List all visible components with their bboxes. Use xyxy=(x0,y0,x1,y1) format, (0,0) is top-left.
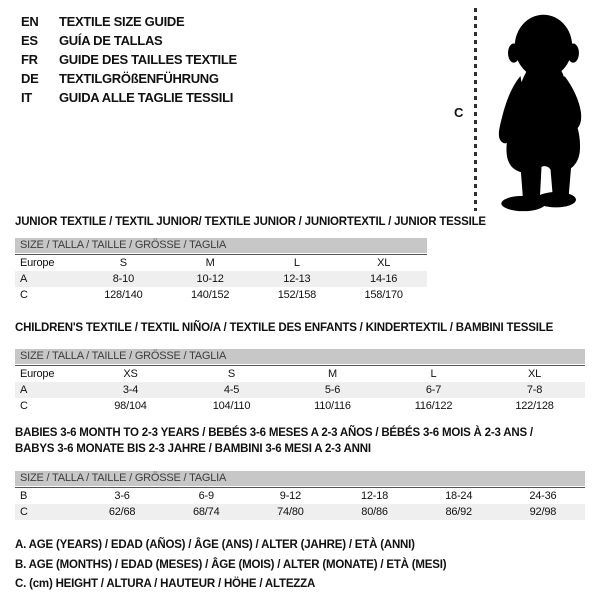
height-cell: 80/86 xyxy=(332,504,416,520)
baby-silhouette-icon xyxy=(485,8,600,215)
size-cell: L xyxy=(254,255,341,271)
age-cell: 4-5 xyxy=(181,382,282,398)
guide-title: TEXTILGRÖßENFÜHRUNG xyxy=(59,71,219,86)
footnotes xyxy=(15,536,446,595)
age-cell: 12-13 xyxy=(254,271,341,287)
table-row xyxy=(15,255,427,271)
height-cell: 86/92 xyxy=(417,504,501,520)
age-cell: 18-24 xyxy=(417,488,501,504)
height-cell: 104/110 xyxy=(212,399,251,412)
height-cell: 152/158 xyxy=(277,288,317,301)
height-figure xyxy=(450,5,600,217)
language-code: EN xyxy=(21,14,39,29)
size-header-bar: SIZE / TALLA / TAILLE / GRÖSSE / TAGLIA xyxy=(15,349,585,364)
language-code: FR xyxy=(21,52,38,67)
size-cell: S xyxy=(181,366,282,382)
language-code: DE xyxy=(21,71,39,86)
age-cell: 10-12 xyxy=(167,271,254,287)
table-row xyxy=(15,398,585,414)
height-cell: 140/152 xyxy=(190,288,230,301)
size-cell: M xyxy=(167,255,254,271)
row-label: C xyxy=(20,399,28,412)
row-label: B xyxy=(15,488,80,504)
size-cell: L xyxy=(383,366,484,382)
language-row xyxy=(21,88,237,107)
row-label: C xyxy=(15,504,80,520)
note-height-cm: C. (cm) HEIGHT / ALTURA / HAUTEUR / HÖHE / ALTEZZA xyxy=(15,578,316,590)
language-code: ES xyxy=(21,33,38,48)
age-cell: 14-16 xyxy=(340,271,427,287)
row-label: C xyxy=(20,288,28,301)
language-row xyxy=(21,69,237,88)
size-cell: S xyxy=(80,255,167,271)
size-header-bar: SIZE / TALLA / TAILLE / GRÖSSE / TAGLIA xyxy=(15,471,585,486)
age-cell: 3-4 xyxy=(80,382,181,398)
size-cell: XL xyxy=(340,255,427,271)
row-label: A xyxy=(15,271,80,287)
language-code: IT xyxy=(21,90,32,105)
table-row xyxy=(15,287,427,303)
note-age-years: A. AGE (YEARS) / EDAD (AÑOS) / ÂGE (ANS) / ALTER (JAHRE) / ETÀ (ANNI) xyxy=(15,539,415,551)
height-cell: 110/116 xyxy=(314,399,351,412)
junior-table-title: JUNIOR TEXTILE / TEXTIL JUNIOR/ TEXTILE JUNIOR / JUNIORTEXTIL / JUNIOR TESSILE xyxy=(15,216,486,228)
language-row xyxy=(21,12,237,31)
age-cell: 9-12 xyxy=(248,488,332,504)
size-cell: XL xyxy=(484,366,585,382)
children-size-table xyxy=(15,349,585,414)
age-cell: 6-9 xyxy=(164,488,248,504)
row-label: Europe xyxy=(15,366,80,382)
age-cell: 5-6 xyxy=(282,382,383,398)
babies-size-table xyxy=(15,471,585,520)
table-row xyxy=(15,488,585,504)
table-row xyxy=(15,382,585,398)
babies-table-title: BABIES 3-6 MONTH TO 2-3 YEARS / BEBÉS 3-6 MESES A 2-3 AÑOS / BÉBÉS 3-6 MOIS À 2-3 ANS / BABYS 3-6 MONATE BIS 2-3 JAHRE / BAMBINI 3-6 MESI A 2-3 ANNI xyxy=(15,427,533,455)
height-cell: 62/68 xyxy=(80,504,164,520)
height-cell: 98/104 xyxy=(114,399,147,412)
height-cell: 158/170 xyxy=(364,288,403,301)
table-row xyxy=(15,271,427,287)
age-cell: 7-8 xyxy=(484,382,585,398)
table-row xyxy=(15,366,585,382)
height-measure-line xyxy=(474,8,477,211)
language-row xyxy=(21,31,237,50)
row-label: Europe xyxy=(15,255,80,271)
height-cell: 122/128 xyxy=(515,399,554,412)
guide-title: GUÍA DE TALLAS xyxy=(59,33,163,48)
note-age-months: B. AGE (MONTHS) / EDAD (MESES) / ÂGE (MOIS) / ALTER (MONATE) / ETÀ (MESI) xyxy=(15,558,447,571)
height-cell: 74/80 xyxy=(248,504,332,520)
age-cell: 3-6 xyxy=(80,488,164,504)
height-measure-label: C xyxy=(454,105,464,120)
height-cell: 128/140 xyxy=(104,288,143,301)
table-row xyxy=(15,504,585,520)
height-cell: 116/122 xyxy=(414,399,453,412)
row-label: A xyxy=(15,382,80,398)
guide-title: TEXTILE SIZE GUIDE xyxy=(59,14,185,29)
age-cell: 6-7 xyxy=(383,382,484,398)
language-row xyxy=(21,50,237,69)
junior-size-table xyxy=(15,238,427,303)
age-cell: 24-36 xyxy=(501,488,585,504)
size-header-bar: SIZE / TALLA / TAILLE / GRÖSSE / TAGLIA xyxy=(15,238,427,253)
language-title-list xyxy=(21,12,237,107)
height-cell: 92/98 xyxy=(501,504,585,520)
size-cell: XS xyxy=(80,366,181,382)
guide-title: GUIDE DES TAILLES TEXTILE xyxy=(59,52,237,67)
age-cell: 8-10 xyxy=(80,271,167,287)
height-cell: 68/74 xyxy=(164,504,248,520)
guide-title: GUIDA ALLE TAGLIE TESSILI xyxy=(59,90,234,105)
children-table-title: CHILDREN'S TEXTILE / TEXTIL NIÑO/A / TEXTILE DES ENFANTS / KINDERTEXTIL / BAMBINI TESSILE xyxy=(15,322,554,334)
age-cell: 12-18 xyxy=(332,488,416,504)
size-cell: M xyxy=(282,366,383,382)
